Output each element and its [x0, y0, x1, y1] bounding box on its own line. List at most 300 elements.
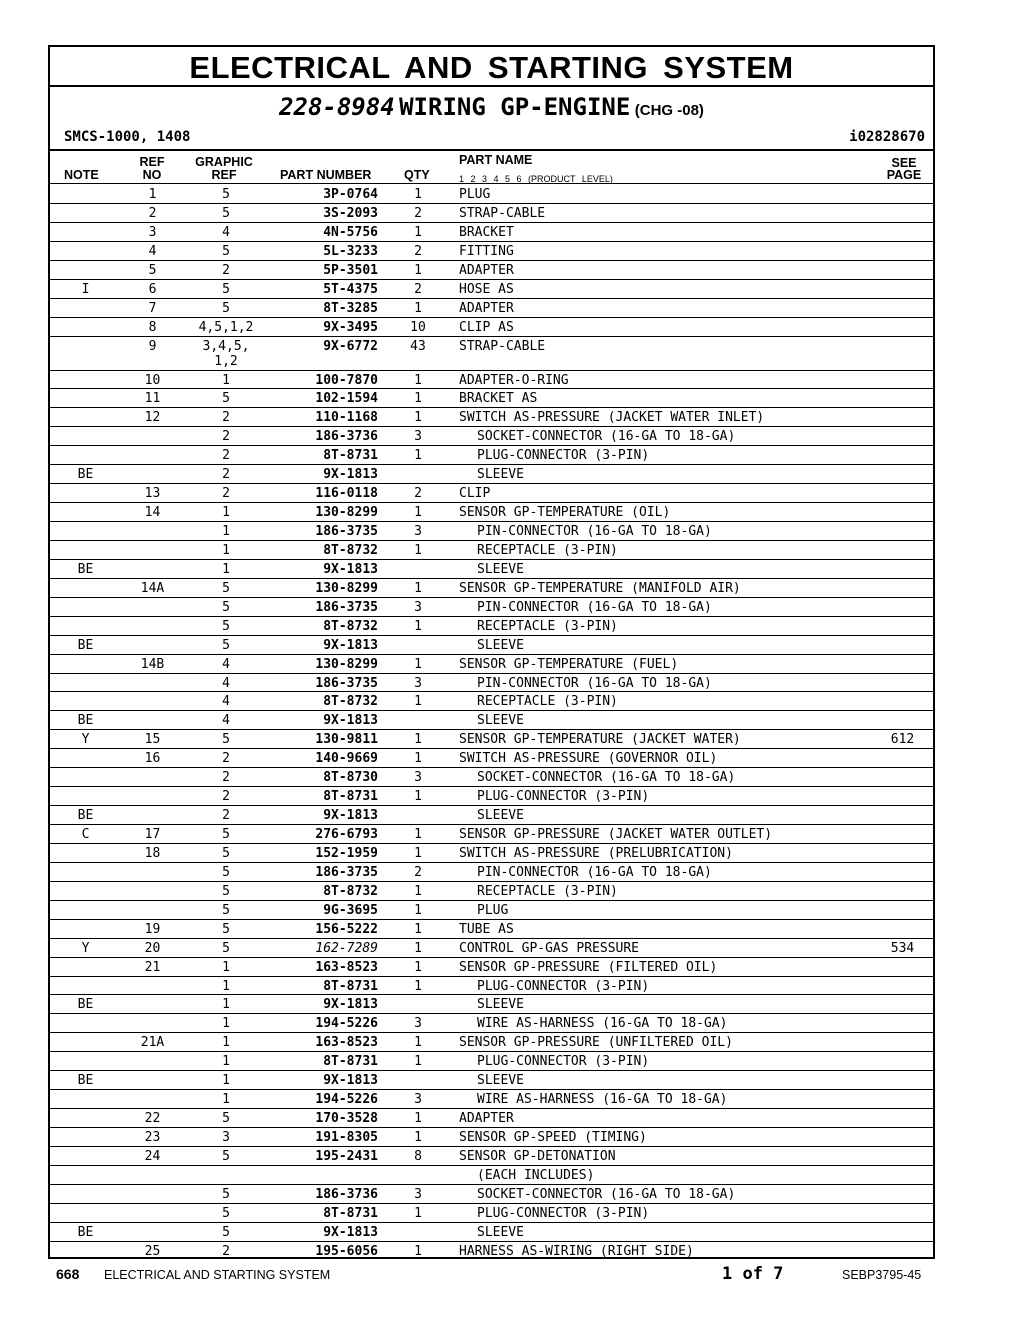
ref-no-cell: 10: [144, 372, 161, 388]
table-row: [50, 977, 933, 996]
part-number-cell: 8T-3285: [323, 300, 378, 316]
part-number-cell: 186-3735: [315, 675, 378, 691]
ref-no-cell: 22: [144, 1111, 161, 1127]
header-see-bottom: PAGE: [886, 168, 922, 182]
graphic-ref-cell: 5: [222, 618, 230, 634]
part-name-cell: BRACKET AS: [459, 391, 538, 407]
part-name-cell: HOSE AS: [459, 281, 514, 297]
part-name-cell: SOCKET-CONNECTOR (16-GA TO 18-GA): [477, 770, 736, 786]
part-name-cell: ADAPTER: [459, 262, 514, 278]
graphic-ref-cell: 5: [222, 187, 230, 202]
table-row: [50, 844, 933, 863]
table-row: [50, 371, 933, 390]
part-number-cell: 100-7870: [315, 372, 378, 388]
graphic-ref-cell: 3: [222, 1130, 230, 1145]
table-row: [50, 446, 933, 465]
table-row: [50, 1052, 933, 1071]
graphic-ref-cell: 5: [222, 281, 230, 297]
table-row: [50, 484, 933, 503]
table-row: [50, 1128, 933, 1147]
part-number-cell: 140-9669: [315, 751, 378, 767]
part-number-cell: 186-3736: [315, 1186, 378, 1202]
table-row: [50, 185, 933, 204]
ref-no-cell: 6: [148, 281, 157, 297]
table-row: [50, 389, 933, 408]
part-name-cell: PLUG: [477, 902, 509, 918]
table-row: [50, 768, 933, 787]
illustration-id: i02828670: [849, 129, 925, 145]
part-name-cell: SLEEVE: [477, 1073, 524, 1089]
graphic-ref-cell: 2: [222, 770, 230, 786]
part-number-cell: 186-3736: [315, 429, 378, 445]
qty-cell: 1: [414, 187, 422, 202]
table-row: [50, 598, 933, 617]
part-name-cell: PLUG-CONNECTOR (3-PIN): [477, 978, 650, 994]
note-cell: Y: [81, 732, 90, 748]
part-name-cell: RECEPTACLE (3-PIN): [477, 694, 618, 710]
qty-cell: 1: [414, 959, 422, 975]
part-number-cell: 9X-1813: [323, 997, 378, 1013]
graphic-ref-cell: 5: [222, 205, 230, 221]
graphic-ref-cell: 5: [222, 1224, 230, 1240]
table-row: [50, 655, 933, 674]
ref-no-cell: 9: [148, 338, 157, 354]
part-number-cell: 152-1959: [315, 845, 378, 861]
qty-cell: 1: [414, 391, 422, 407]
part-number-cell: 8T-8732: [323, 694, 378, 710]
graphic-ref-cell: 5: [222, 864, 230, 880]
ref-no-cell: 16: [144, 751, 161, 767]
graphic-ref-cell: 1: [222, 372, 230, 388]
qty-cell: 1: [414, 883, 422, 899]
table-row: [50, 730, 933, 749]
qty-cell: 1: [414, 694, 422, 710]
graphic-ref-cell: 1: [222, 1016, 230, 1032]
graphic-ref-cell: 5: [222, 300, 230, 316]
header-graphic-bottom: REF: [211, 168, 237, 182]
part-name-cell: WIRE AS-HARNESS (16-GA TO 18-GA): [477, 1092, 728, 1108]
header-qty: QTY: [404, 168, 430, 182]
graphic-ref-cell: 2: [222, 789, 230, 805]
parts-list-frame: [48, 45, 935, 1259]
part-name-cell: RECEPTACLE (3-PIN): [477, 883, 618, 899]
part-name-cell: SENSOR GP-TEMPERATURE (OIL): [459, 505, 671, 521]
part-number-cell: 9X-1813: [323, 561, 378, 577]
qty-cell: 2: [414, 243, 422, 259]
table-row: [50, 1166, 933, 1185]
qty-cell: 8: [414, 1148, 422, 1164]
table-row: [50, 522, 933, 541]
graphic-ref-cell: 2: [222, 262, 230, 278]
table-row: [50, 995, 933, 1014]
part-name-cell: SENSOR GP-PRESSURE (UNFILTERED OIL): [459, 1035, 733, 1051]
note-cell: Y: [81, 940, 90, 956]
qty-cell: 1: [414, 300, 422, 316]
part-number-cell: 3S-2093: [323, 205, 378, 221]
part-number-cell: 194-5226: [315, 1092, 378, 1108]
part-name-cell: WIRE AS-HARNESS (16-GA TO 18-GA): [477, 1016, 728, 1032]
part-name-cell: SOCKET-CONNECTOR (16-GA TO 18-GA): [477, 429, 736, 445]
header-divider: [50, 149, 933, 151]
graphic-ref-cell: 1: [222, 524, 230, 539]
qty-cell: 1: [414, 410, 422, 426]
group-part-number: 228-8984: [279, 93, 395, 121]
part-name-cell: STRAP-CABLE: [459, 205, 546, 221]
part-name-cell: SENSOR GP-TEMPERATURE (MANIFOLD AIR): [459, 580, 741, 596]
qty-cell: 1: [414, 1205, 422, 1221]
qty-cell: 1: [414, 542, 422, 558]
graphic-ref-cell: 5: [222, 827, 230, 842]
footer-page-of: 1 of 7: [722, 1264, 784, 1284]
graphic-ref-cell: 5: [222, 883, 230, 899]
qty-cell: 2: [414, 864, 422, 880]
header-part-name: PART NAME: [459, 153, 533, 167]
part-number-cell: 3P-0764: [323, 187, 378, 202]
qty-cell: 1: [414, 1035, 422, 1051]
graphic-ref-cell: 1: [222, 505, 230, 521]
part-name-cell: PLUG-CONNECTOR (3-PIN): [477, 1054, 650, 1070]
part-number-cell: 162-7289: [315, 940, 378, 956]
ref-no-cell: 5: [148, 262, 157, 278]
part-name-cell: RECEPTACLE (3-PIN): [477, 542, 618, 558]
graphic-ref-cell: 1: [222, 978, 230, 994]
graphic-ref-cell: 5: [222, 921, 230, 937]
qty-cell: 1: [414, 751, 422, 767]
part-name-cell: SLEEVE: [477, 808, 524, 824]
qty-cell: 1: [414, 262, 422, 278]
table-row: [50, 692, 933, 711]
qty-cell: 1: [414, 1130, 422, 1145]
qty-cell: 1: [414, 505, 422, 521]
parts-table-body: [50, 185, 933, 1261]
part-number-cell: 8T-8732: [323, 883, 378, 899]
table-row: [50, 901, 933, 920]
graphic-ref-cell: 4: [222, 694, 230, 710]
table-row: [50, 617, 933, 636]
qty-cell: 1: [414, 224, 422, 240]
part-number-cell: 170-3528: [315, 1111, 378, 1127]
ref-no-cell: 17: [144, 827, 161, 842]
qty-cell: 2: [414, 486, 422, 502]
graphic-ref-cell: 4: [222, 224, 230, 240]
graphic-ref-cell: 1: [222, 561, 230, 577]
title-divider: [50, 85, 933, 87]
qty-cell: 1: [414, 656, 422, 672]
qty-cell: 1: [414, 789, 422, 805]
part-name-cell: SLEEVE: [477, 467, 524, 483]
part-number-cell: 130-9811: [315, 732, 378, 748]
qty-cell: 1: [414, 580, 422, 596]
ref-no-cell: 3: [148, 224, 157, 240]
graphic-ref-cell: 4: [222, 675, 230, 691]
table-row: [50, 337, 933, 371]
table-row: [50, 261, 933, 280]
section-title: ELECTRICAL AND STARTING SYSTEM: [189, 50, 794, 85]
part-number-cell: 195-2431: [315, 1148, 378, 1164]
ref-no-cell: 19: [144, 921, 161, 937]
note-cell: BE: [77, 713, 94, 729]
part-number-cell: 9X-1813: [323, 1224, 378, 1240]
table-row: [50, 711, 933, 730]
see-page-cell: 612: [890, 732, 915, 748]
part-name-cell: SWITCH AS-PRESSURE (GOVERNOR OIL): [459, 751, 718, 767]
part-number-cell: 163-8523: [315, 1035, 378, 1051]
part-number-cell: 9X-3495: [323, 319, 378, 335]
part-number-cell: 116-0118: [315, 486, 378, 502]
part-number-cell: 8T-8732: [323, 542, 378, 558]
part-number-cell: 156-5222: [315, 921, 378, 937]
part-name-cell: ADAPTER-O-RING: [459, 372, 569, 388]
part-number-cell: 9X-1813: [323, 1073, 378, 1089]
part-number-cell: 8T-8731: [323, 448, 378, 464]
ref-no-cell: 8: [148, 319, 157, 335]
part-name-cell: RECEPTACLE (3-PIN): [477, 618, 618, 634]
note-cell: BE: [77, 808, 94, 824]
qty-cell: 1: [414, 845, 422, 861]
part-number-cell: 8T-8731: [323, 1205, 378, 1221]
group-change: (CHG -08): [634, 102, 704, 119]
part-number-cell: 9G-3695: [323, 902, 378, 918]
part-number-cell: 130-8299: [315, 656, 378, 672]
part-name-cell: PLUG: [459, 187, 491, 202]
graphic-ref-cell: 1: [222, 1035, 230, 1051]
table-row: [50, 958, 933, 977]
table-row: [50, 1014, 933, 1033]
part-name-cell: STRAP-CABLE: [459, 338, 546, 354]
graphic-ref-cell: 5: [222, 580, 230, 596]
qty-cell: 3: [414, 675, 422, 691]
part-number-cell: 8T-8730: [323, 770, 378, 786]
part-number-cell: 102-1594: [315, 391, 378, 407]
part-name-cell: SWITCH AS-PRESSURE (PRELUBRICATION): [459, 845, 733, 861]
part-number-cell: 186-3735: [315, 864, 378, 880]
graphic-ref-cell: 2: [222, 448, 230, 464]
table-row: [50, 1090, 933, 1109]
part-number-cell: 5L-3233: [323, 243, 378, 259]
ref-no-cell: 15: [144, 732, 161, 748]
graphic-ref-cell: 3,4,5, 1,2: [202, 338, 250, 369]
footer-doc-id: SEBP3795-45: [842, 1268, 922, 1282]
graphic-ref-cell: 2: [222, 467, 230, 483]
graphic-ref-cell: 4,5,1,2: [198, 319, 254, 335]
graphic-ref-cell: 5: [222, 732, 230, 748]
table-row: [50, 503, 933, 522]
part-number-cell: 194-5226: [315, 1016, 378, 1032]
part-name-cell: FITTING: [459, 243, 514, 259]
table-row: [50, 223, 933, 242]
qty-cell: 1: [414, 978, 422, 994]
graphic-ref-cell: 2: [222, 486, 230, 502]
graphic-ref-cell: 2: [222, 1243, 230, 1259]
part-number-cell: 8T-8731: [323, 789, 378, 805]
note-cell: BE: [77, 637, 94, 653]
smcs-code: SMCS-1000, 1408: [64, 129, 191, 145]
qty-cell: 3: [414, 599, 422, 615]
part-name-cell: CONTROL GP-GAS PRESSURE: [459, 940, 640, 956]
graphic-ref-cell: 5: [222, 391, 230, 407]
qty-cell: 3: [414, 770, 422, 786]
table-row: [50, 787, 933, 806]
graphic-ref-cell: 5: [222, 637, 230, 653]
qty-cell: 2: [414, 205, 422, 221]
ref-no-cell: 21A: [140, 1035, 165, 1051]
qty-cell: 1: [414, 448, 422, 464]
table-row: [50, 939, 933, 958]
graphic-ref-cell: 5: [222, 1186, 230, 1202]
part-name-cell: SLEEVE: [477, 1224, 524, 1240]
graphic-ref-cell: 5: [222, 902, 230, 918]
part-number-cell: 5P-3501: [323, 262, 378, 278]
part-name-cell: CLIP AS: [459, 319, 514, 335]
note-cell: BE: [77, 561, 94, 577]
ref-no-cell: 7: [148, 300, 157, 316]
graphic-ref-cell: 5: [222, 243, 230, 259]
graphic-ref-cell: 1: [222, 542, 230, 558]
ref-no-cell: 25: [144, 1243, 161, 1259]
part-name-cell: SLEEVE: [477, 637, 524, 653]
qty-cell: 43: [410, 338, 426, 354]
part-number-cell: 8T-8731: [323, 1054, 378, 1070]
header-see-top: SEE: [891, 156, 917, 170]
qty-cell: 1: [414, 618, 422, 634]
graphic-ref-cell: 2: [222, 429, 230, 445]
table-row: [50, 863, 933, 882]
table-row: [50, 541, 933, 560]
header-ref-top: REF: [139, 155, 165, 169]
graphic-ref-cell: 1: [222, 1073, 230, 1089]
header-graphic-top: GRAPHIC: [195, 155, 253, 169]
see-page-cell: 534: [890, 940, 915, 956]
part-number-cell: 9X-1813: [323, 808, 378, 824]
table-row: [50, 636, 933, 655]
header-ref-bottom: NO: [142, 168, 162, 182]
ref-no-cell: 23: [144, 1130, 161, 1145]
header-note: NOTE: [64, 168, 99, 182]
footer-page-number: 668: [56, 1266, 80, 1282]
graphic-ref-cell: 1: [222, 997, 230, 1013]
table-row: [50, 408, 933, 427]
ref-no-cell: 13: [144, 486, 161, 502]
part-number-cell: 9X-1813: [323, 637, 378, 653]
graphic-ref-cell: 5: [222, 599, 230, 615]
ref-no-cell: 4: [148, 243, 157, 259]
part-name-cell: SOCKET-CONNECTOR (16-GA TO 18-GA): [477, 1186, 736, 1202]
qty-cell: 1: [414, 1243, 422, 1259]
ref-no-cell: 20: [144, 940, 161, 956]
part-name-cell: SENSOR GP-TEMPERATURE (JACKET WATER): [459, 732, 741, 748]
table-row: [50, 882, 933, 901]
graphic-ref-cell: 2: [222, 808, 230, 824]
part-number-cell: 163-8523: [315, 959, 378, 975]
part-name-cell: SENSOR GP-SPEED (TIMING): [459, 1130, 647, 1145]
part-name-cell: PLUG-CONNECTOR (3-PIN): [477, 1205, 650, 1221]
table-row: [50, 749, 933, 768]
table-row: [50, 1242, 933, 1261]
part-number-cell: 191-8305: [315, 1130, 378, 1145]
graphic-ref-cell: 5: [222, 845, 230, 861]
table-row: [50, 1033, 933, 1052]
part-number-cell: 8T-8732: [323, 618, 378, 634]
part-number-cell: 9X-1813: [323, 467, 378, 483]
group-name: WIRING GP-ENGINE: [399, 93, 631, 121]
part-name-cell: SENSOR GP-PRESSURE (FILTERED OIL): [459, 959, 718, 975]
ref-no-cell: 18: [144, 845, 161, 861]
qty-cell: 1: [414, 1054, 422, 1070]
qty-cell: 1: [414, 940, 422, 956]
ref-no-cell: 14: [144, 505, 161, 521]
graphic-ref-cell: 5: [222, 1148, 230, 1164]
part-number-cell: 9X-6772: [323, 338, 378, 354]
ref-no-cell: 21: [144, 959, 161, 975]
table-row: [50, 560, 933, 579]
qty-cell: 3: [414, 1092, 422, 1108]
graphic-ref-cell: 4: [222, 713, 230, 729]
part-name-cell: PLUG-CONNECTOR (3-PIN): [477, 789, 650, 805]
ref-no-cell: 14B: [140, 656, 165, 672]
table-row: [50, 1223, 933, 1242]
table-row: [50, 1109, 933, 1128]
part-number-cell: 195-6056: [315, 1243, 378, 1259]
part-name-cell: CLIP: [459, 486, 491, 502]
table-row: [50, 674, 933, 693]
table-row: [50, 579, 933, 598]
qty-cell: 3: [414, 1186, 422, 1202]
graphic-ref-cell: 4: [222, 656, 230, 672]
qty-cell: 1: [414, 921, 422, 937]
part-number-cell: 186-3735: [315, 524, 378, 539]
part-number-cell: 130-8299: [315, 505, 378, 521]
part-number-cell: 130-8299: [315, 580, 378, 596]
table-row: [50, 1185, 933, 1204]
part-number-cell: 110-1168: [315, 410, 378, 426]
part-name-cell: PLUG-CONNECTOR (3-PIN): [477, 448, 650, 464]
part-name-cell: SENSOR GP-TEMPERATURE (FUEL): [459, 656, 679, 672]
table-row: [50, 1147, 933, 1166]
table-row: [50, 1071, 933, 1090]
part-name-cell: PIN-CONNECTOR (16-GA TO 18-GA): [477, 864, 712, 880]
part-number-cell: 4N-5756: [323, 224, 378, 240]
part-name-cell: SENSOR GP-DETONATION: [459, 1148, 616, 1164]
table-row: [50, 427, 933, 446]
part-number-cell: 9X-1813: [323, 713, 378, 729]
note-cell: BE: [77, 1073, 94, 1089]
graphic-ref-cell: 5: [222, 1111, 230, 1127]
ref-no-cell: 12: [144, 410, 161, 426]
header-part-number: PART NUMBER: [280, 168, 372, 182]
ref-no-cell: 14A: [140, 580, 165, 596]
table-row: [50, 242, 933, 261]
qty-cell: 3: [414, 429, 422, 445]
part-name-cell: BRACKET: [459, 224, 514, 240]
qty-cell: 1: [414, 827, 422, 842]
table-row: [50, 920, 933, 939]
part-number-cell: 186-3735: [315, 599, 378, 615]
ref-no-cell: 2: [148, 205, 157, 221]
table-row: [50, 280, 933, 299]
qty-cell: 3: [414, 1016, 422, 1032]
graphic-ref-cell: 5: [222, 1205, 230, 1221]
part-number-cell: 8T-8731: [323, 978, 378, 994]
part-name-cell: TUBE AS: [459, 921, 514, 937]
qty-cell: 1: [414, 732, 422, 748]
part-name-cell: HARNESS AS-WIRING (RIGHT SIDE): [459, 1243, 694, 1259]
table-row: [50, 204, 933, 223]
note-cell: I: [81, 281, 90, 297]
graphic-ref-cell: 1: [222, 1092, 230, 1108]
note-cell: BE: [77, 467, 94, 483]
part-number-cell: 5T-4375: [323, 281, 378, 297]
note-cell: BE: [77, 1224, 94, 1240]
